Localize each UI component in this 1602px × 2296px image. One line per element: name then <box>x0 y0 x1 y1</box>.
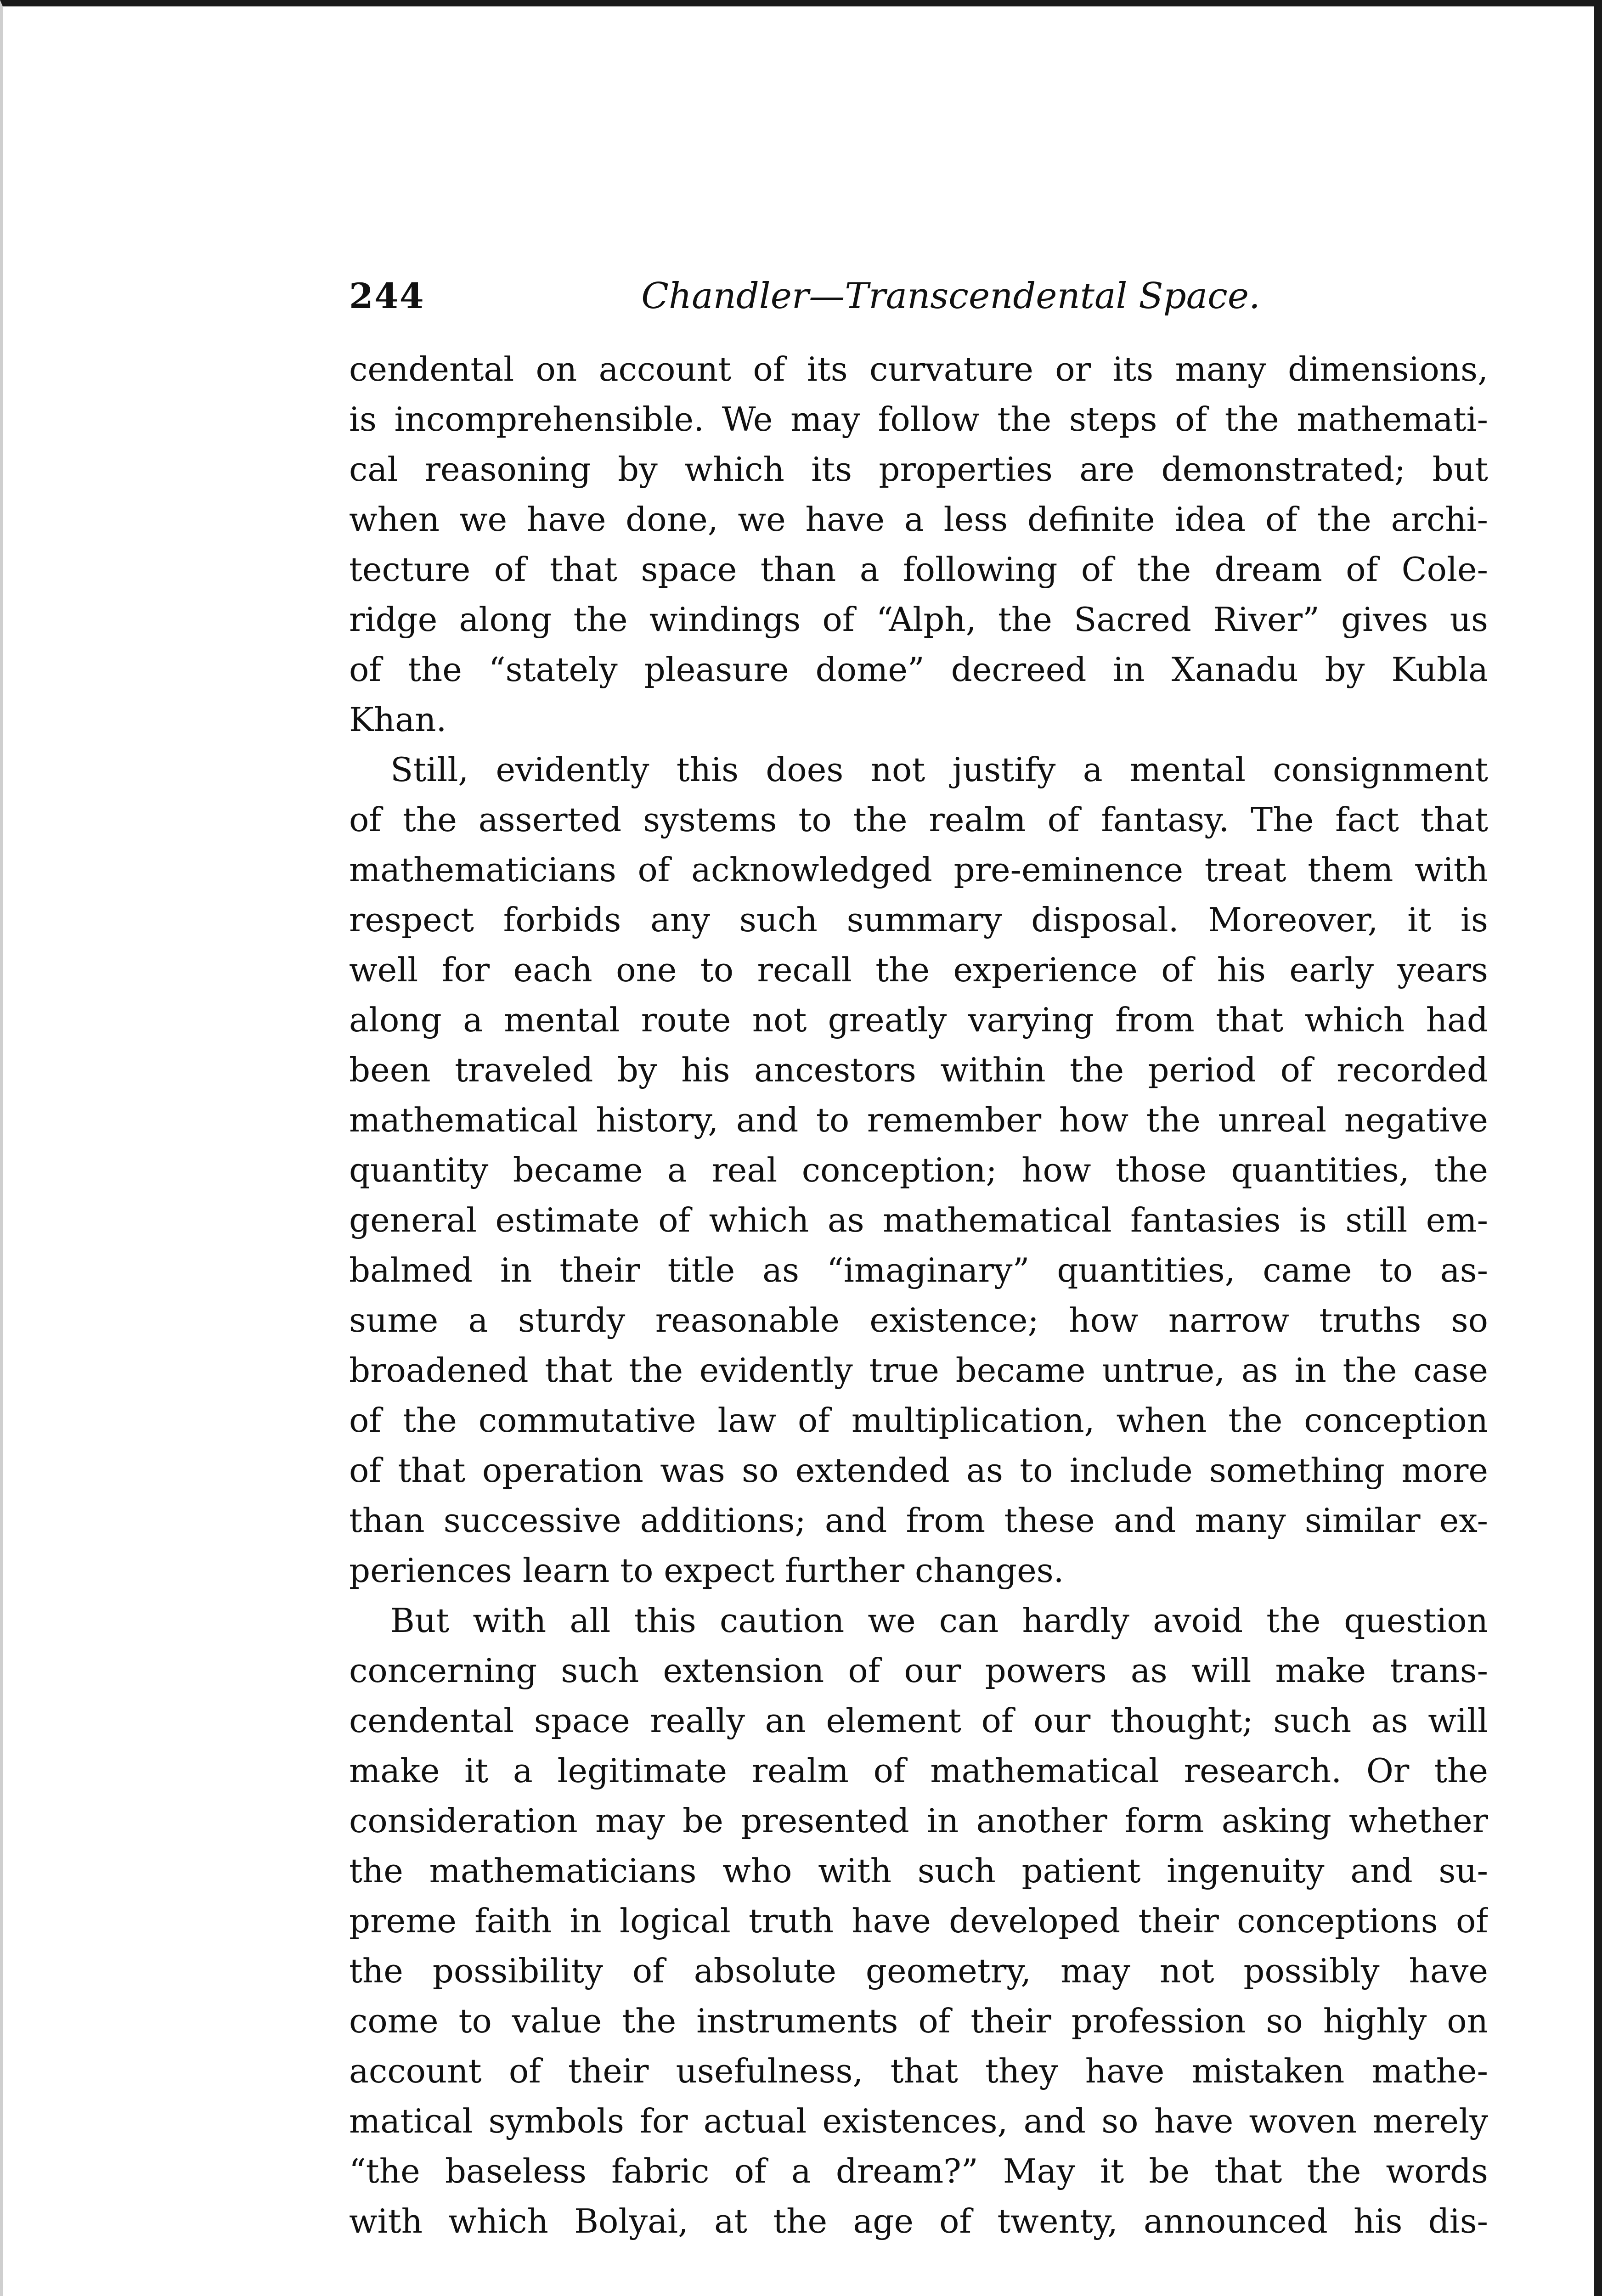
text-line: preme faith in logical truth have developed their conceptions of <box>349 1902 1488 1940</box>
paragraph-2 <box>349 745 1488 1596</box>
text-line: sume a sturdy reasonable existence; how narrow truths so <box>349 1301 1488 1339</box>
text-line: matical symbols for actual existences, and so have woven merely <box>349 2102 1488 2140</box>
text-line: Still, evidently this does not justify a mental consignment <box>390 750 1488 789</box>
text-line: quantity became a real conception; how those quantities, the <box>349 1151 1488 1189</box>
text-line: come to value the instruments of their profession so highly on <box>349 2002 1488 2040</box>
text-line: with which Bolyai, at the age of twenty, announced his dis- <box>349 2202 1488 2240</box>
page-number: 244 <box>349 276 425 316</box>
text-line: account of their usefulness, that they have mistaken mathe- <box>349 2052 1488 2090</box>
text-line: tecture of that space than a following of the dream of Cole- <box>349 550 1488 589</box>
text-line: been traveled by his ancestors within the period of recorded <box>349 1051 1488 1089</box>
text-line: is incomprehensible. We may follow the steps of the mathemati- <box>349 400 1488 439</box>
text-line: cal reasoning by which its properties are demonstrated; but <box>349 450 1488 489</box>
text-line: cendental space really an element of our thought; such as will <box>349 1701 1488 1740</box>
text-line: balmed in their title as “imaginary” quantities, came to as- <box>349 1251 1488 1289</box>
text-line: mathematical history, and to remember how the unreal negative <box>349 1101 1488 1139</box>
text-line: the possibility of absolute geometry, may not possibly have <box>349 1952 1488 1990</box>
text-line: broadened that the evidently true became untrue, as in the case <box>349 1351 1488 1390</box>
text-line: general estimate of which as mathematical fantasies is still em- <box>349 1201 1488 1239</box>
text-line: concerning such extension of our powers as will make trans- <box>349 1651 1488 1690</box>
text-line: cendental on account of its curvature or its many dimensions, <box>349 350 1488 388</box>
text-line: “the baseless fabric of a dream?” May it be that the words <box>349 2152 1488 2190</box>
text-line: Khan. <box>349 700 447 739</box>
text-line: periences learn to expect further changes. <box>349 1551 1064 1590</box>
text-line: make it a legitimate realm of mathematical research. Or the <box>349 1751 1488 1790</box>
text-line: of the “stately pleasure dome” decreed in Xanadu by Kubla <box>349 650 1488 689</box>
text-line: ridge along the windings of “Alph, the Sacred River” gives us <box>349 600 1488 639</box>
text-body <box>349 344 1488 2246</box>
text-line: than successive additions; and from these and many similar ex- <box>349 1501 1488 1540</box>
text-line: consideration may be presented in another form asking whether <box>349 1801 1488 1840</box>
text-line: well for each one to recall the experience of his early years <box>349 951 1488 989</box>
book-page <box>349 276 1488 2246</box>
text-line: respect forbids any such summary disposal. Moreover, it is <box>349 900 1488 939</box>
paragraph-1 <box>349 344 1488 745</box>
text-line: of the commutative law of multiplication, when the conception <box>349 1401 1488 1440</box>
text-line: of that operation was so extended as to include something more <box>349 1451 1488 1490</box>
running-head <box>349 276 1488 326</box>
paragraph-3 <box>349 1596 1488 2246</box>
text-line: mathematicians of acknowledged pre-eminence treat them with <box>349 850 1488 889</box>
running-title: Chandler—Transcendental Space. <box>641 276 1260 317</box>
text-line: of the asserted systems to the realm of fantasy. The fact that <box>349 800 1488 839</box>
text-line: when we have done, we have a less definite idea of the archi- <box>349 500 1488 539</box>
text-line: along a mental route not greatly varying from that which had <box>349 1001 1488 1039</box>
text-line: But with all this caution we can hardly avoid the question <box>390 1601 1488 1640</box>
text-line: the mathematicians who with such patient ingenuity and su- <box>349 1851 1488 1890</box>
